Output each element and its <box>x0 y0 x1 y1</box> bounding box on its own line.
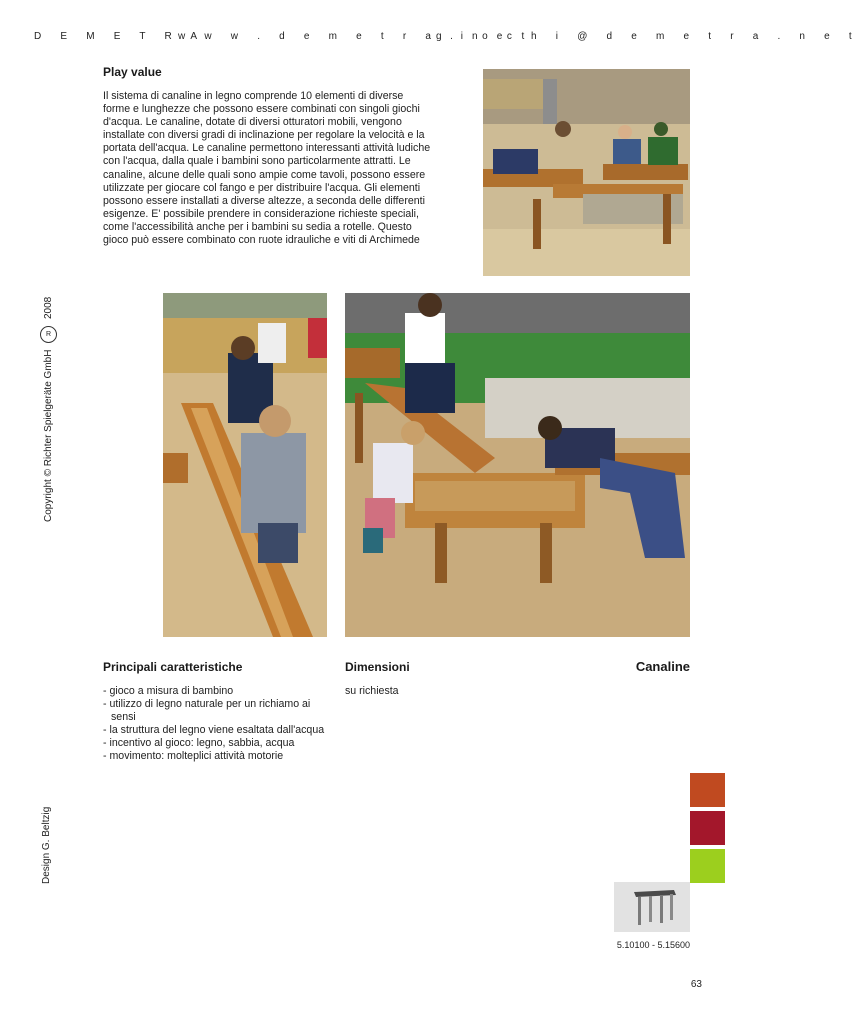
page-header <box>34 31 860 45</box>
page-number: 63 <box>690 979 702 990</box>
copyright-notice <box>40 297 57 522</box>
list-item: - incentivo al gioco: legno, sabbia, acqua <box>103 737 295 750</box>
product-name: Canaline <box>635 659 690 674</box>
copyright-year: 2008 <box>43 296 55 319</box>
list-item: - la struttura del legno viene esaltata dall'acqua <box>103 724 325 737</box>
email-link[interactable]: g i o c h i @ d e m e t r a . n e t <box>436 31 860 42</box>
color-swatch-green <box>690 849 725 883</box>
color-swatch-red <box>690 811 725 845</box>
brand-name: D E M E T R A <box>34 31 206 42</box>
color-swatch-orange <box>690 773 725 807</box>
play-value-heading: Play value <box>103 65 162 79</box>
dimensions-value: su richiesta <box>345 685 399 697</box>
list-item: - movimento: molteplici attività motorie <box>103 750 284 763</box>
features-list <box>103 685 333 764</box>
play-value-text: Il sistema di canaline in legno comprende 10 elementi di diverse forme e lunghezze che possono essere combinati con singoli giochi d'acqua. Le canaline, dotate di diversi otturatori mobili, vengono installate con diversi gradi di inclinazione per regolare la velocità e la portata dell'acqua. Le canaline permettono interessanti attività ludiche con l'acqua, dalla quale i bambini sono particolarmente attratti. Le canaline, alcune delle quali sono ampie come tavoli, possono essere utilizzate per giocare col fango e per distribuire l'acqua. Gli elementi possono essere installati a diverse altezze, a seconda delle differenti esigenze. E' possibile prendere in considerazione richieste speciali, come l'accessibilità anche per i bambini su sedia a rotelle. Questo gioco può essere combinato con ruote idrauliche e viti di Archimede <box>103 90 431 247</box>
list-item: - utilizzo di legno naturale per un richiamo ai sensi <box>103 698 311 724</box>
richter-logo-icon: R <box>40 326 57 343</box>
features-heading: Principali caratteristiche <box>103 660 243 674</box>
photo-boys-long-channel <box>163 293 327 637</box>
product-thumbnail <box>614 882 690 932</box>
list-item: - gioco a misura di bambino <box>103 685 234 697</box>
dimensions-heading: Dimensioni <box>345 660 410 674</box>
product-code: 5.10100 - 5.15600 <box>616 940 690 950</box>
photo-children-water-table <box>483 69 690 276</box>
design-credit: Design G. Beltzig <box>41 806 52 884</box>
copyright-text: Copyright © Richter Spielgeräte GmbH <box>43 349 55 522</box>
photo-children-mud-table <box>345 293 690 637</box>
website-link[interactable]: w w w . d e m e t r a . n e t <box>178 31 533 42</box>
